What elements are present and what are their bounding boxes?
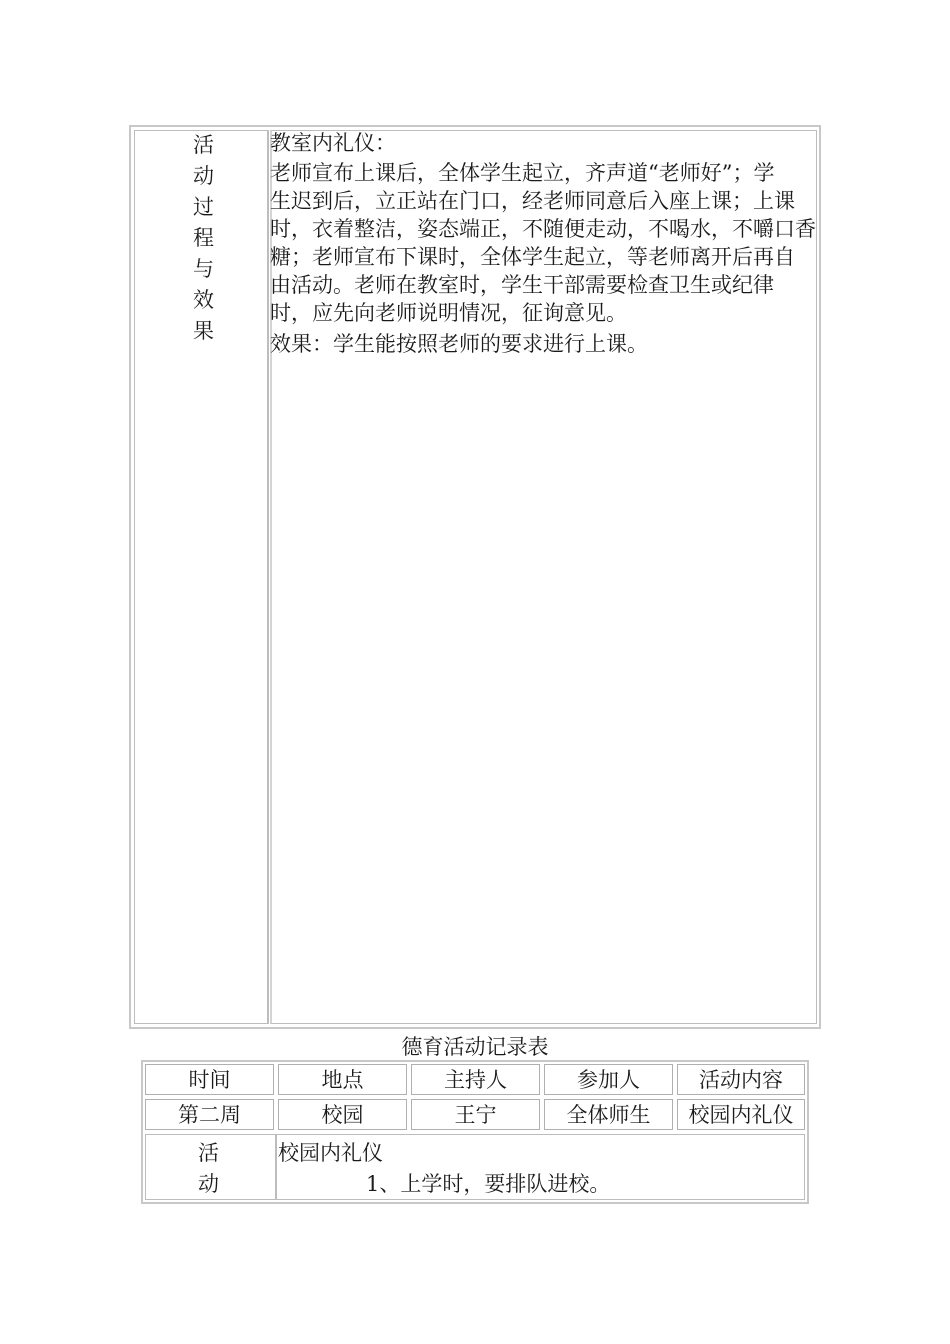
cell-time: 第二周 bbox=[145, 1099, 274, 1130]
header-time: 时间 bbox=[145, 1064, 274, 1095]
cell-location: 校园 bbox=[278, 1099, 407, 1130]
side-label-char: 果 bbox=[193, 319, 214, 343]
cell-content: 校园内礼仪 bbox=[677, 1099, 805, 1130]
body-line: 时，衣着整洁，姿态端正，不随便走动，不喝水，不嚼口香 bbox=[270, 217, 816, 241]
body-line: 由活动。老师在教室时，学生干部需要检查卫生或纪律 bbox=[270, 273, 774, 297]
body-line: 糖；老师宣布下课时，全体学生起立，等老师离开后再自 bbox=[270, 245, 795, 269]
activity-side-char: 动 bbox=[198, 1172, 219, 1196]
side-label-char: 动 bbox=[193, 164, 214, 188]
cell-host: 王宁 bbox=[411, 1099, 540, 1130]
header-location: 地点 bbox=[278, 1064, 407, 1095]
cell-participants: 全体师生 bbox=[544, 1099, 673, 1130]
side-label-char: 与 bbox=[193, 257, 214, 281]
side-label-char: 过 bbox=[193, 195, 214, 219]
table-title: 德育活动记录表 bbox=[401, 1035, 549, 1059]
header-content: 活动内容 bbox=[677, 1064, 805, 1095]
side-label-char: 程 bbox=[193, 226, 214, 250]
side-label-char: 效 bbox=[193, 288, 214, 312]
section-heading: 教室内礼仪： bbox=[270, 131, 396, 155]
body-line: 生迟到后，立正站在门口，经老师同意后入座上课；上课 bbox=[270, 189, 795, 213]
effect-line: 效果：学生能按照老师的要求进行上课。 bbox=[270, 332, 648, 356]
body-line: 时，应先向老师说明情况，征询意见。 bbox=[270, 301, 627, 325]
header-participants: 参加人 bbox=[544, 1064, 673, 1095]
activity-side-char: 活 bbox=[198, 1141, 219, 1165]
body-line: 老师宣布上课后，全体学生起立，齐声道“老师好”；学 bbox=[270, 161, 775, 185]
activity-heading: 校园内礼仪 bbox=[278, 1141, 383, 1165]
activity-item: 1、上学时，要排队进校。 bbox=[366, 1172, 611, 1196]
header-host: 主持人 bbox=[411, 1064, 540, 1095]
side-label-char: 活 bbox=[193, 133, 214, 157]
